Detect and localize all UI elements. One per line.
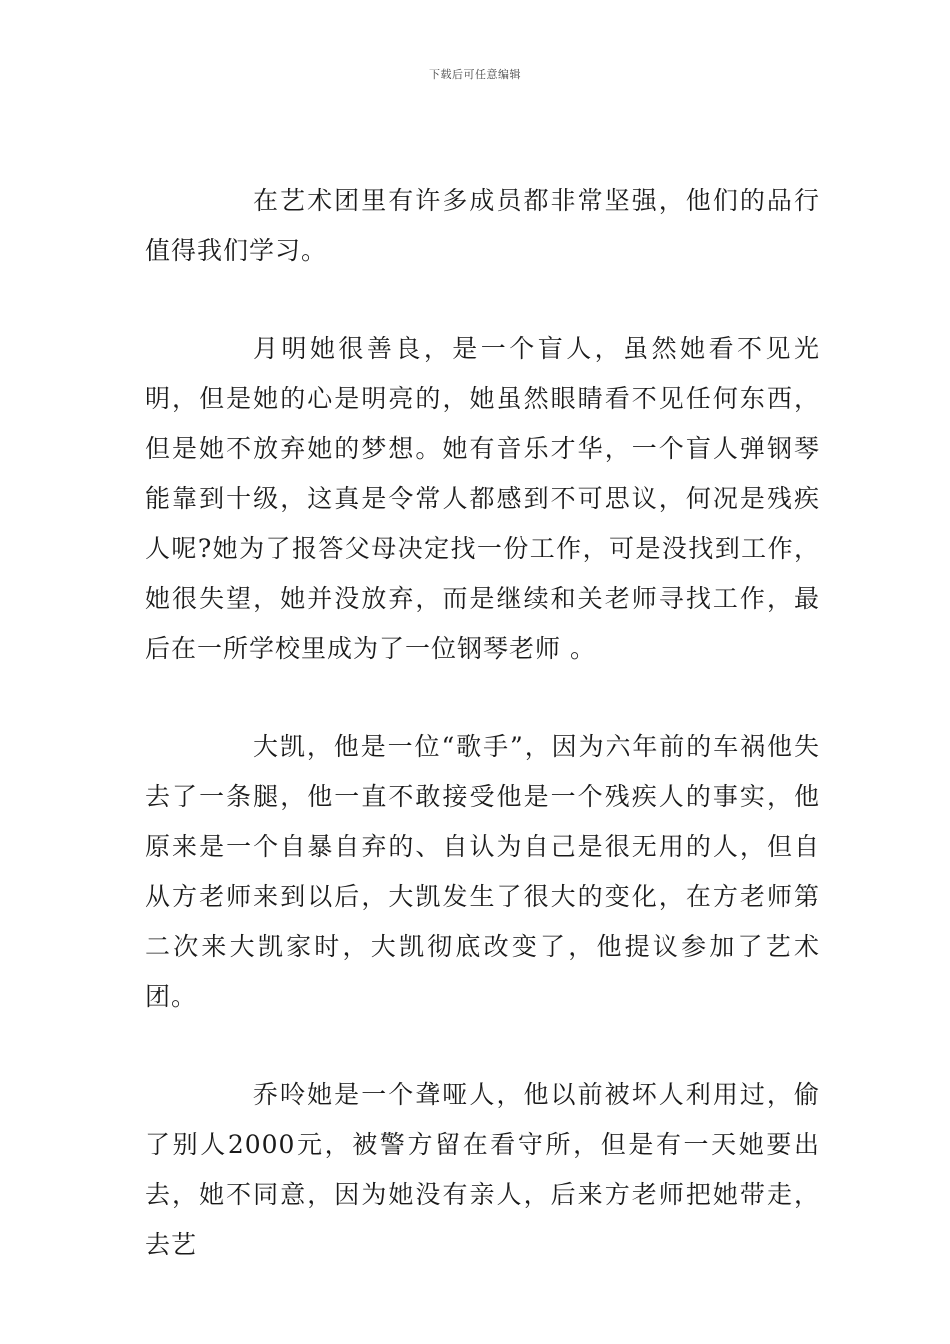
paragraph-2: 月明她很善良，是一个盲人，虽然她看不见光明，但是她的心是明亮的，她虽然眼睛看不见任何东西，但是她不放弃她的梦想。她有音乐才华，一个盲人弹钢琴能靠到十级，这真是令常人都感到不可思议，何况是残疾人呢?她为了报答父母决定找一份工作，可是没找到工作，她很失望，她并没放弃，而是继续和关老师寻找工作，最后在一所学校里成为了一位钢琴老师 。 — [145, 334, 820, 663]
paragraph-3: 大凯，他是一位“歌手”，因为六年前的车祸他失去了一条腿，他一直不敢接受他是一个残疾人的事实，他原来是一个自暴自弃的、自认为自己是很无用的人，但自从方老师来到以后，大凯发生了很大的变化，在方老师第二次来大凯家时，大凯彻底改变了，他提议参加了艺术团。 — [145, 732, 820, 1011]
paragraph-4: 乔呤她是一个聋哑人，他以前被坏人利用过，偷了别人2000元，被警方留在看守所，但是有一天她要出去，她不同意，因为她没有亲人，后来方老师把她带走，去艺 — [145, 1080, 820, 1259]
document-body — [145, 176, 820, 1318]
paragraph-1: 在艺术团里有许多成员都非常坚强，他们的品行值得我们学习。 — [145, 186, 820, 265]
header-note: 下载后可任意编辑 — [429, 68, 521, 81]
